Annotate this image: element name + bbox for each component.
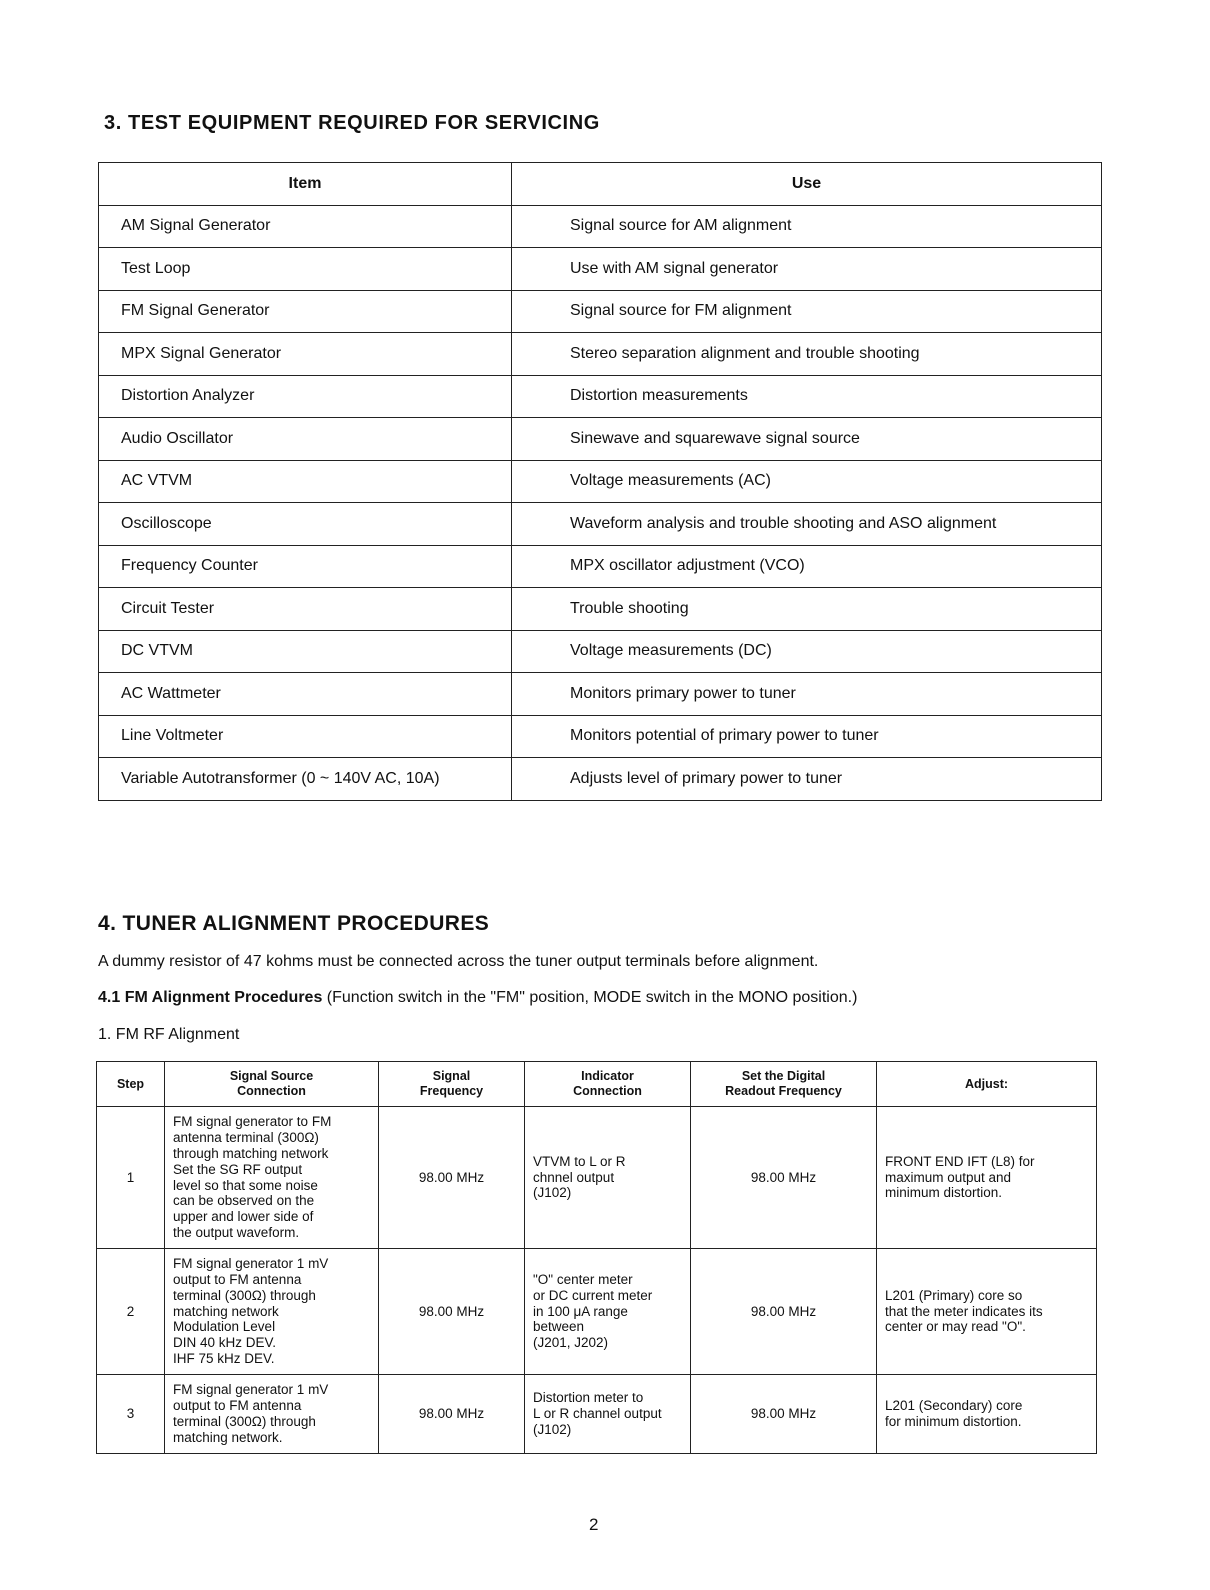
table-row — [99, 205, 1102, 248]
table-row — [99, 290, 1102, 333]
frequency-cell: 98.00 MHz — [379, 1375, 525, 1454]
column-header-frequency: Signal Frequency — [379, 1062, 525, 1107]
use-cell: Voltage measurements (DC) — [512, 630, 1102, 673]
table-row — [99, 418, 1102, 461]
item-cell: Line Voltmeter — [99, 715, 512, 758]
item-cell: DC VTVM — [99, 630, 512, 673]
adjust-cell: FRONT END IFT (L8) for maximum output and minimum distortion. — [877, 1107, 1097, 1249]
use-cell: Monitors potential of primary power to tuner — [512, 715, 1102, 758]
use-cell: Use with AM signal generator — [512, 248, 1102, 291]
item-cell: Circuit Tester — [99, 588, 512, 631]
section-3-title: 3. TEST EQUIPMENT REQUIRED FOR SERVICING — [104, 112, 600, 134]
table-row — [99, 333, 1102, 376]
use-cell: MPX oscillator adjustment (VCO) — [512, 545, 1102, 588]
use-cell: Trouble shooting — [512, 588, 1102, 631]
source-cell: FM signal generator 1 mV output to FM antenna terminal (300Ω) through matching network. — [165, 1375, 379, 1454]
column-header-source: Signal Source Connection — [165, 1062, 379, 1107]
fm-rf-alignment-title: 1. FM RF Alignment — [98, 1026, 240, 1043]
section-4-intro: A dummy resistor of 47 kohms must be connected across the tuner output terminals before alignment. — [98, 953, 819, 970]
source-cell: FM signal generator 1 mV output to FM antenna terminal (300Ω) through matching network Modulation Level DIN 40 kHz DEV. IHF 75 kHz DEV. — [165, 1249, 379, 1375]
readout-cell: 98.00 MHz — [691, 1375, 877, 1454]
use-cell: Monitors primary power to tuner — [512, 673, 1102, 716]
test-equipment-table — [98, 162, 1102, 801]
column-header-indicator: Indicator Connection — [525, 1062, 691, 1107]
fm-alignment-heading — [98, 989, 857, 1007]
item-cell: Distortion Analyzer — [99, 375, 512, 418]
column-header-use: Use — [512, 163, 1102, 206]
table-row — [99, 588, 1102, 631]
readout-cell: 98.00 MHz — [691, 1107, 877, 1249]
item-cell: Test Loop — [99, 248, 512, 291]
column-header-item: Item — [99, 163, 512, 206]
table-row — [99, 545, 1102, 588]
table-header-row — [99, 163, 1102, 206]
item-cell: Frequency Counter — [99, 545, 512, 588]
item-cell: AM Signal Generator — [99, 205, 512, 248]
frequency-cell: 98.00 MHz — [379, 1249, 525, 1375]
fm-alignment-note: (Function switch in the "FM" position, MODE switch in the MONO position.) — [322, 989, 858, 1006]
readout-cell: 98.00 MHz — [691, 1249, 877, 1375]
use-cell: Signal source for AM alignment — [512, 205, 1102, 248]
item-cell: AC Wattmeter — [99, 673, 512, 716]
adjust-cell: L201 (Secondary) core for minimum distortion. — [877, 1375, 1097, 1454]
table-row — [99, 503, 1102, 546]
item-cell: Oscilloscope — [99, 503, 512, 546]
step-cell: 2 — [97, 1249, 165, 1375]
table-header-row — [97, 1062, 1097, 1107]
use-cell: Distortion measurements — [512, 375, 1102, 418]
table-row — [99, 673, 1102, 716]
step-cell: 3 — [97, 1375, 165, 1454]
table-row — [99, 248, 1102, 291]
adjust-cell: L201 (Primary) core so that the meter indicates its center or may read "O". — [877, 1249, 1097, 1375]
item-cell: FM Signal Generator — [99, 290, 512, 333]
frequency-cell: 98.00 MHz — [379, 1107, 525, 1249]
column-header-readout: Set the Digital Readout Frequency — [691, 1062, 877, 1107]
use-cell: Sinewave and squarewave signal source — [512, 418, 1102, 461]
item-cell: Audio Oscillator — [99, 418, 512, 461]
table-row — [99, 630, 1102, 673]
indicator-cell: VTVM to L or R chnnel output (J102) — [525, 1107, 691, 1249]
table-row — [97, 1375, 1097, 1454]
use-cell: Voltage measurements (AC) — [512, 460, 1102, 503]
table-row — [99, 460, 1102, 503]
table-row — [97, 1249, 1097, 1375]
indicator-cell: "O" center meter or DC current meter in 100 μA range between (J201, J202) — [525, 1249, 691, 1375]
page-number: 2 — [589, 1515, 599, 1534]
table-row — [99, 375, 1102, 418]
column-header-adjust: Adjust: — [877, 1062, 1097, 1107]
step-cell: 1 — [97, 1107, 165, 1249]
item-cell: MPX Signal Generator — [99, 333, 512, 376]
indicator-cell: Distortion meter to L or R channel output (J102) — [525, 1375, 691, 1454]
item-cell: AC VTVM — [99, 460, 512, 503]
table-row — [99, 758, 1102, 801]
section-4-title: 4. TUNER ALIGNMENT PROCEDURES — [98, 912, 490, 935]
source-cell: FM signal generator to FM antenna terminal (300Ω) through matching network Set the SG RF output level so that some noise can be observed on the upper and lower side of the output waveform. — [165, 1107, 379, 1249]
item-cell: Variable Autotransformer (0 ~ 140V AC, 10A) — [99, 758, 512, 801]
use-cell: Adjusts level of primary power to tuner — [512, 758, 1102, 801]
use-cell: Stereo separation alignment and trouble shooting — [512, 333, 1102, 376]
use-cell: Signal source for FM alignment — [512, 290, 1102, 333]
table-row — [97, 1107, 1097, 1249]
column-header-step: Step — [97, 1062, 165, 1107]
fm-alignment-title: 4.1 FM Alignment Procedures — [98, 989, 323, 1006]
fm-rf-alignment-table — [96, 1061, 1097, 1454]
table-row — [99, 715, 1102, 758]
use-cell: Waveform analysis and trouble shooting and ASO alignment — [512, 503, 1102, 546]
